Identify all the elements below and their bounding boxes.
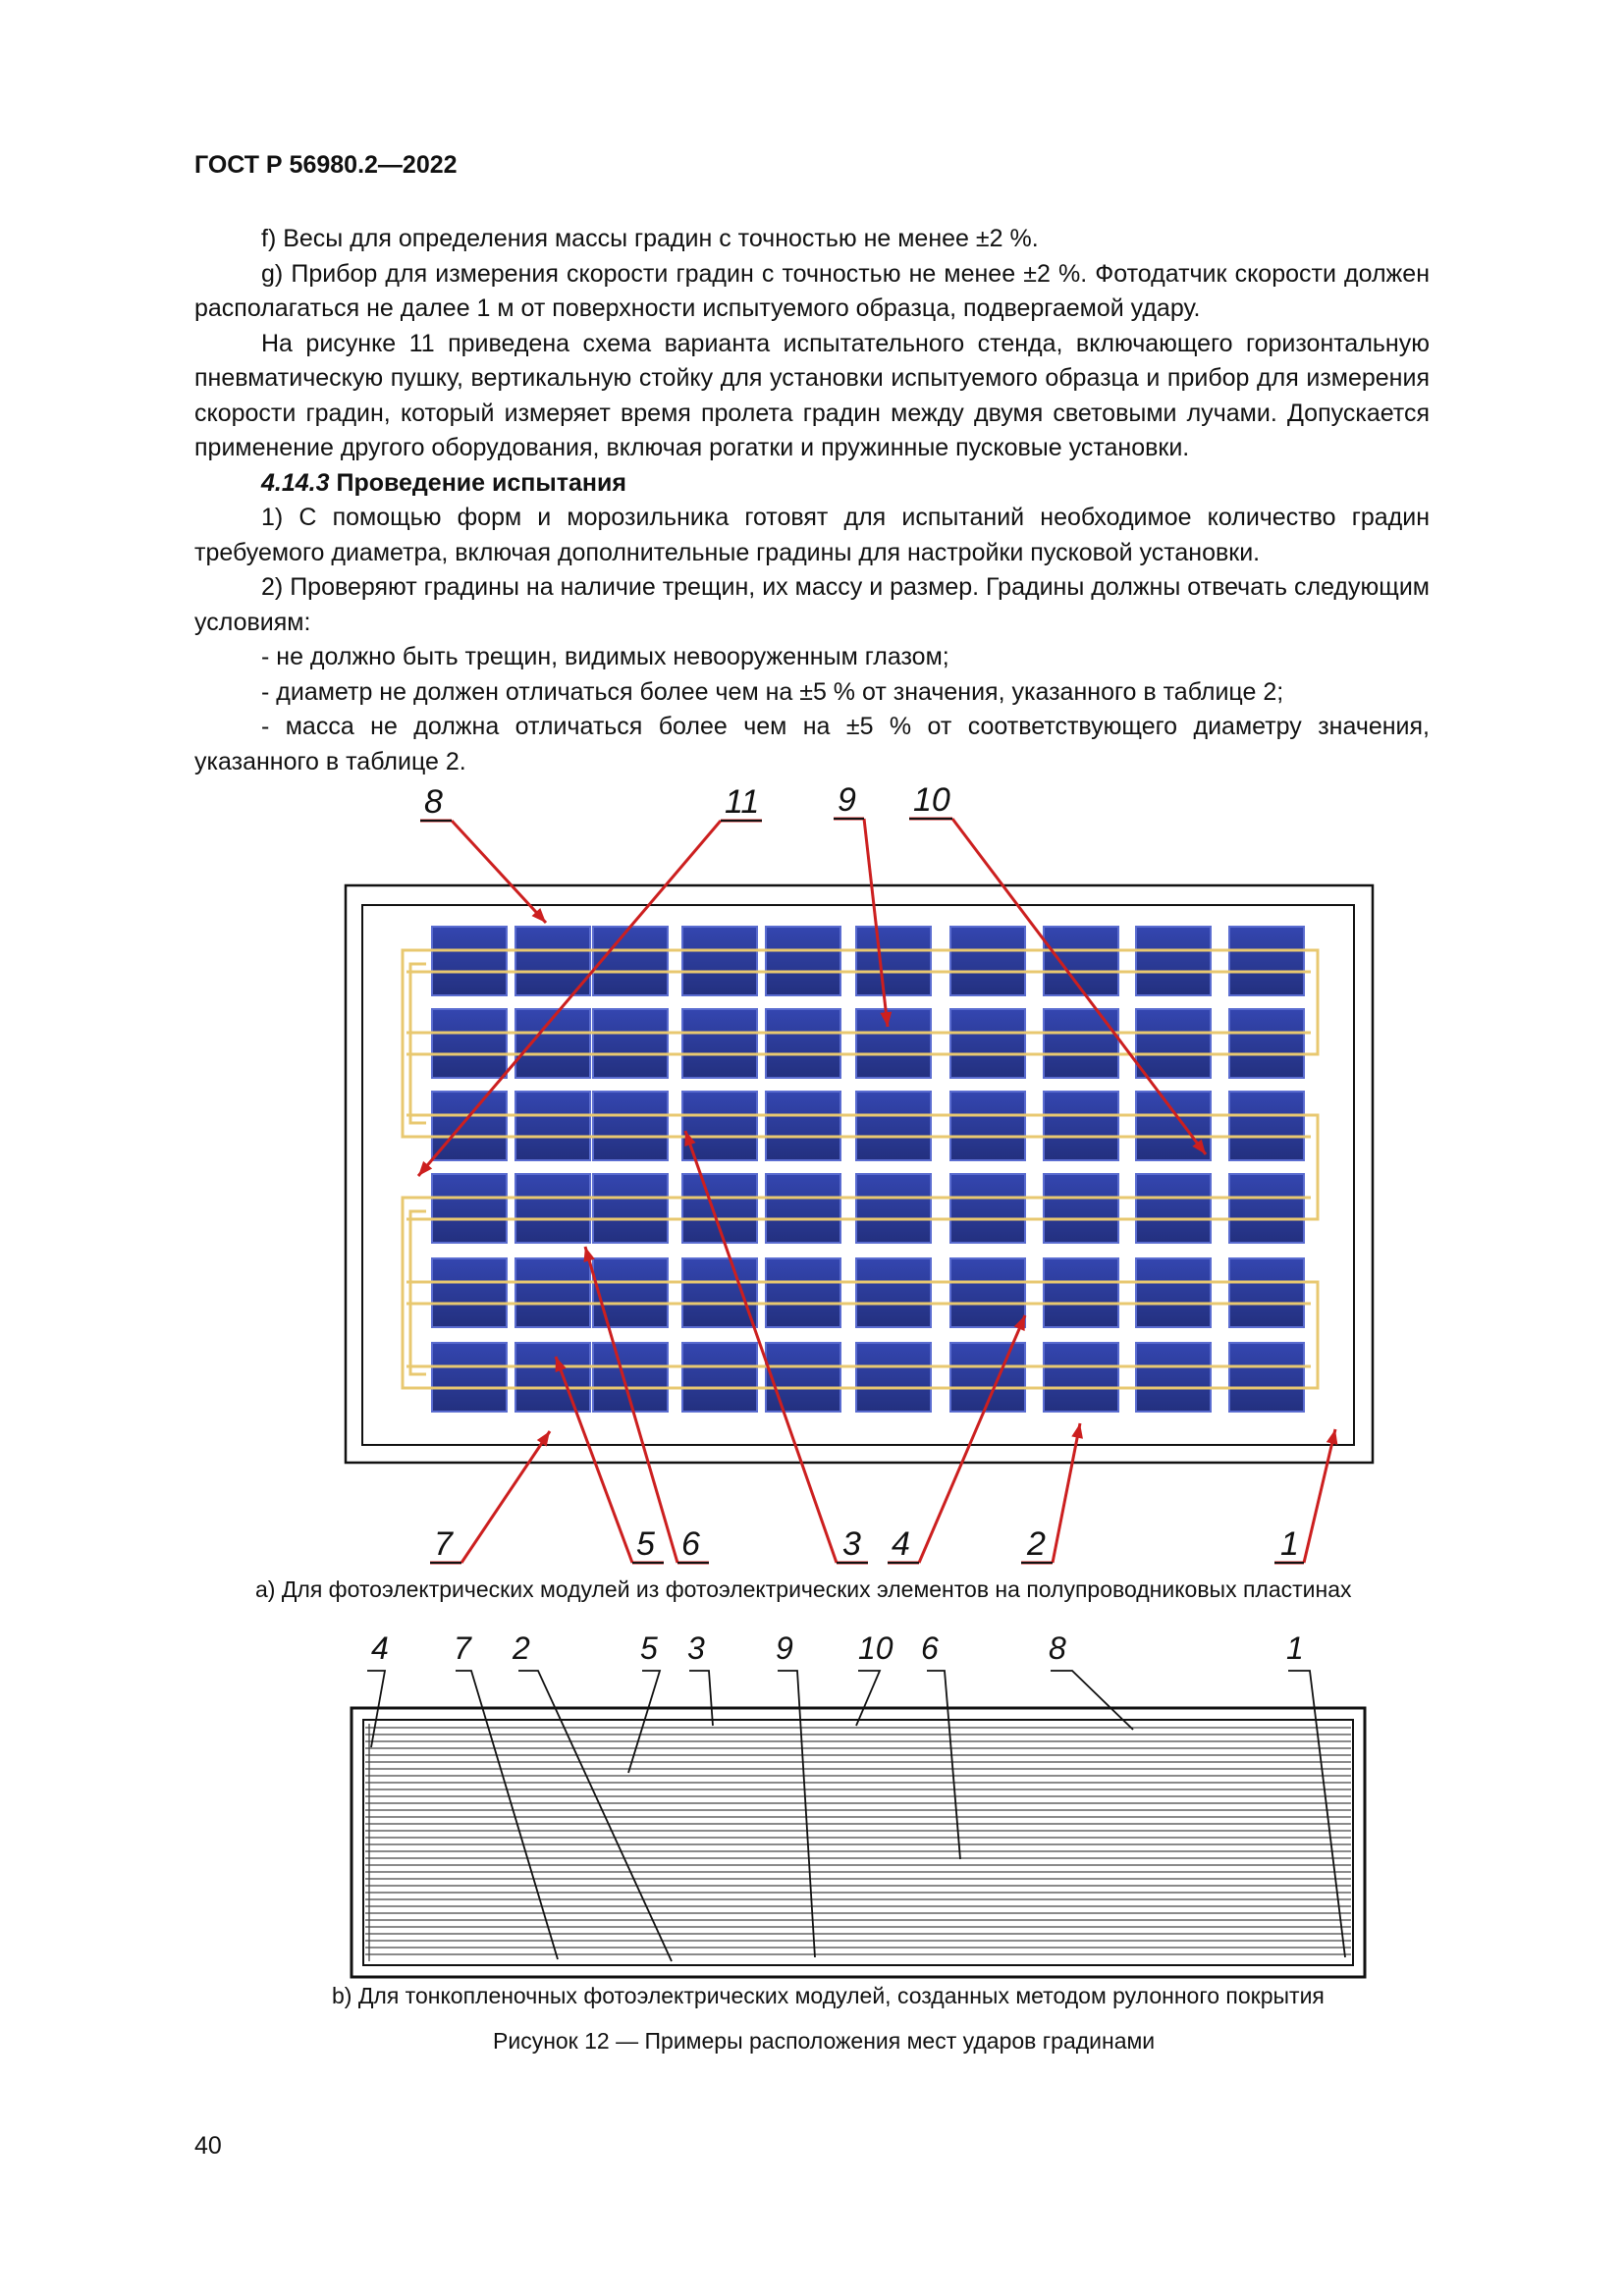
solar-cell (856, 1343, 931, 1412)
solar-cell (1229, 927, 1304, 995)
leader-line (1288, 1671, 1345, 1957)
solar-cell (856, 1009, 931, 1078)
leader-line (628, 1671, 660, 1773)
solar-cell (950, 1258, 1025, 1327)
callout-label-9: 9 (776, 1630, 793, 1666)
callout-label-11: 11 (725, 783, 760, 821)
callout-label-1: 1 (1280, 1525, 1299, 1563)
leader-line (778, 1671, 815, 1957)
paragraph: 1) С помощью форм и морозильника готовят для испытаний необходимое количество градин требуемого диаметра, включая дополнительные градины для настройки пусковой установки. (194, 504, 1430, 566)
solar-cell (593, 1092, 668, 1160)
paragraph: f) Весы для определения массы градин с точностью не менее ±2 %. (261, 225, 1039, 252)
leader-line (689, 1671, 713, 1726)
solar-cell (682, 1343, 757, 1412)
leader-line (452, 821, 546, 923)
document-header: ГОСТ Р 56980.2—2022 (194, 151, 458, 179)
bus-connector (410, 964, 426, 1123)
section-number: 4.14.3 (261, 468, 330, 497)
solar-cell (515, 1174, 590, 1243)
solar-cell (766, 1092, 840, 1160)
solar-cell (1136, 1258, 1211, 1327)
callout-label-8: 8 (424, 783, 443, 821)
solar-cell (766, 1174, 840, 1243)
callout-label-4: 4 (371, 1630, 389, 1666)
callout-label-10: 10 (858, 1630, 893, 1666)
solar-cell (856, 927, 931, 995)
solar-cell (1229, 1174, 1304, 1243)
solar-cell (682, 1009, 757, 1078)
section-title: Проведение испытания (336, 468, 626, 497)
solar-cell (766, 1009, 840, 1078)
figure-a-crystalline-module (0, 756, 1624, 1580)
body-text (194, 222, 1430, 779)
solar-cell (515, 1258, 590, 1327)
solar-cell (432, 1258, 507, 1327)
solar-cell (432, 927, 507, 995)
paragraph: На рисунке 11 приведена схема варианта испытательного стенда, включающего горизонтальную пневматическую пушку, вертикальную стойку для установки испытуемого образца и прибор для измерения скорости градин, который измеряет время пролета градин между двумя световыми лучами. Допускается применение другого оборудования, включая рогатки и пружинные пусковые установки. (194, 329, 1430, 461)
bus-connector (1306, 1282, 1318, 1388)
solar-cell (1136, 1343, 1211, 1412)
leader-line (461, 1431, 550, 1563)
callout-label-5: 5 (640, 1630, 658, 1666)
solar-cell (1044, 1343, 1118, 1412)
callout-label-4: 4 (892, 1525, 910, 1563)
solar-cell (766, 927, 840, 995)
solar-cells (432, 927, 1304, 1412)
list-item: - диаметр не должен отличаться более чем на ±5 % от значения, указанного в таблице 2; (261, 677, 1284, 706)
solar-cell (432, 1174, 507, 1243)
thin-film-labels (371, 1630, 1304, 1666)
bus-connector (410, 1211, 426, 1374)
arrowhead (1071, 1423, 1083, 1439)
solar-cell (432, 1343, 507, 1412)
solar-cell (950, 1009, 1025, 1078)
solar-cell (1229, 1092, 1304, 1160)
solar-cell (766, 1343, 840, 1412)
page-number: 40 (194, 2132, 222, 2160)
solar-cell (593, 1174, 668, 1243)
callout-label-3: 3 (842, 1525, 861, 1563)
solar-cell (515, 1343, 590, 1412)
thin-film-stripes (365, 1724, 1351, 1961)
solar-cell (1044, 1174, 1118, 1243)
bottom-labels (430, 1525, 1304, 1563)
callout-label-7: 7 (454, 1630, 471, 1666)
solar-cell (432, 1009, 507, 1078)
leader-line (456, 1671, 558, 1959)
callout-label-9: 9 (838, 781, 856, 819)
callout-label-7: 7 (434, 1525, 453, 1563)
solar-cell (1044, 1258, 1118, 1327)
solar-cell (856, 1092, 931, 1160)
leader-line (856, 1671, 880, 1726)
figure-b-caption: b) Для тонкопленочных фотоэлектрических модулей, созданных методом рулонного покрытия (332, 1983, 1325, 2008)
solar-cell (593, 927, 668, 995)
solar-cell (856, 1174, 931, 1243)
thin-film-inner-frame (363, 1720, 1353, 1965)
solar-cell (856, 1258, 931, 1327)
solar-cell (682, 1258, 757, 1327)
solar-cell (593, 1009, 668, 1078)
solar-cell (1229, 1009, 1304, 1078)
solar-cell (1044, 927, 1118, 995)
list-item: - масса не должна отличаться более чем на ±5 % от соответствующего диаметру значения, указанного в таблице 2. (194, 713, 1430, 775)
solar-cell (766, 1258, 840, 1327)
callout-label-6: 6 (681, 1525, 700, 1563)
solar-cell (1044, 1009, 1118, 1078)
solar-cell (1136, 927, 1211, 995)
callout-label-5: 5 (636, 1525, 655, 1563)
callout-label-10: 10 (913, 781, 950, 819)
callout-label-6: 6 (921, 1630, 939, 1666)
solar-cell (1044, 1092, 1118, 1160)
solar-cell (1229, 1258, 1304, 1327)
bus-connector (1306, 950, 1318, 1054)
bus-connector (1306, 1115, 1318, 1219)
figure-b-thin-film-module (0, 1610, 1624, 1983)
leader-line (518, 1671, 672, 1961)
top-labels (420, 781, 952, 821)
solar-cell (950, 1174, 1025, 1243)
solar-cell (950, 927, 1025, 995)
paragraph: g) Прибор для измерения скорости градин с точностью не менее ±2 %. Фотодатчик скорости должен располагаться не далее 1 м от поверхности испытуемого образца, подвергаемой удару. (194, 259, 1430, 322)
thin-film-leader-lines (367, 1671, 1345, 1961)
paragraph: 2) Проверяют градины на наличие трещин, их массу и размер. Градины должны отвечать следующим условиям: (194, 573, 1430, 636)
callout-label-3: 3 (687, 1630, 705, 1666)
solar-cell (1229, 1343, 1304, 1412)
solar-cell (515, 1092, 590, 1160)
solar-cell (1136, 1174, 1211, 1243)
list-item: - не должно быть трещин, видимых невооруженным глазом; (261, 643, 949, 670)
solar-cell (1136, 1009, 1211, 1078)
figure-a-caption: a) Для фотоэлектрических модулей из фотоэлектрических элементов на полупроводниковых пластинах (255, 1576, 1352, 1602)
solar-cell (950, 1092, 1025, 1160)
solar-cell (682, 927, 757, 995)
callout-label-1: 1 (1286, 1630, 1304, 1666)
solar-cell (432, 1092, 507, 1160)
callout-label-8: 8 (1049, 1630, 1066, 1666)
section-heading (194, 466, 1430, 502)
callout-label-2: 2 (513, 1630, 530, 1666)
callout-label-2: 2 (1027, 1525, 1046, 1563)
leader-line (1304, 1429, 1335, 1563)
figure-title: Рисунок 12 — Примеры расположения мест ударов градинами (493, 2028, 1156, 2054)
